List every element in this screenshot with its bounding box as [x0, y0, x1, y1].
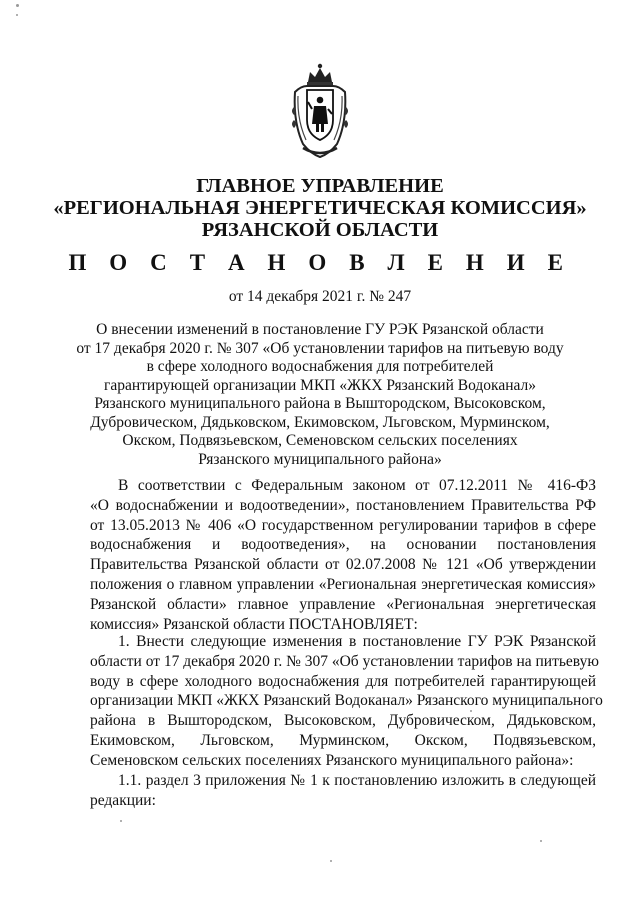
- item-1-1-line: редакции:: [90, 791, 156, 809]
- scan-speck: [16, 14, 18, 16]
- item-1-1-paragraph: [90, 771, 596, 811]
- coat-of-arms-icon: [289, 62, 351, 162]
- item-1-line: района в Выштородском, Высоковском, Дубровическом, Дядьковском,: [90, 712, 596, 730]
- item-1-line: области от 17 декабря 2020 г. № 307 «Об установлении тарифов на питьевую: [90, 652, 599, 670]
- preamble-line: «О водоснабжении и водоотведении», постановлением Правительства РФ: [90, 496, 596, 514]
- header-line-3: РЯЗАНСКОЙ ОБЛАСТИ: [201, 219, 439, 241]
- preamble-line: комиссия» Рязанской области ПОСТАНОВЛЯЕТ:: [90, 615, 418, 633]
- preamble-line: водоснабжения и водоотведения», на основании постановления: [90, 536, 596, 554]
- item-1-line: 1. Внести следующие изменения в постановление ГУ РЭК Рязанской: [118, 633, 596, 650]
- item-1-1-line: 1.1. раздел 3 приложения № 1 к постановлению изложить в следующей: [118, 772, 596, 789]
- scan-speck: [470, 710, 472, 712]
- item-1-line: Екимовском, Льговском, Мурминском, Окском, Подвязьевском,: [90, 731, 596, 749]
- subject-line: О внесении изменений в постановление ГУ РЭК Рязанской области: [96, 321, 544, 338]
- preamble-line: от 13.05.2013 № 406 «О государственном регулировании тарифов в сфере: [90, 516, 596, 534]
- preamble-line: Правительства Рязанской области от 02.07.2008 № 121 «Об утверждении: [90, 556, 596, 574]
- header-line-1: ГЛАВНОЕ УПРАВЛЕНИЕ: [196, 175, 444, 197]
- subject-line: Рязанского муниципального района в Выштородском, Высоковском,: [94, 395, 546, 412]
- subject-line: Окском, Подвязьевском, Семеновском сельских поселениях: [122, 432, 518, 449]
- item-1-line: воду в сфере холодного водоснабжения для потребителей гарантирующей: [90, 672, 596, 690]
- scan-speck: [16, 4, 19, 7]
- document-subject: [0, 321, 640, 469]
- subject-line: гарантирующей организации МКП «ЖКХ Рязанский Водоканал»: [104, 376, 536, 394]
- document-type-title: П О С Т А Н О В Л Е Н И Е: [68, 250, 572, 275]
- item-1-line: организации МКП «ЖКХ Рязанский Водоканал» Рязанского муниципального: [90, 692, 603, 710]
- item-1-paragraph: [90, 632, 603, 771]
- preamble-line: Рязанской области» главное управление «Региональная энергетическая: [90, 595, 596, 613]
- scan-speck: [330, 860, 332, 862]
- preamble-paragraph: [90, 476, 596, 634]
- scan-speck: [540, 840, 542, 842]
- header-line-2: «РЕГИОНАЛЬНАЯ ЭНЕРГЕТИЧЕСКАЯ КОМИССИЯ»: [53, 197, 587, 219]
- scan-speck: [120, 820, 122, 822]
- subject-line: от 17 декабря 2020 г. № 307 «Об установлении тарифов на питьевую воду: [76, 339, 564, 357]
- preamble-line: положения о главном управлении «Региональная энергетическая комиссия»: [90, 575, 596, 593]
- item-1-line: Семеновском сельских поселениях Рязанского муниципального района»:: [90, 751, 574, 769]
- subject-line: Рязанского муниципального района»: [198, 450, 442, 468]
- subject-line: Дубровическом, Дядьковском, Екимовском, Льговском, Мурминском,: [90, 413, 550, 431]
- preamble-line: В соответствии с Федеральным законом от 07.12.2011 № 416-ФЗ: [118, 477, 596, 494]
- subject-line: в сфере холодного водоснабжения для потребителей: [146, 358, 494, 375]
- document-date-number: от 14 декабря 2021 г. № 247: [228, 288, 412, 305]
